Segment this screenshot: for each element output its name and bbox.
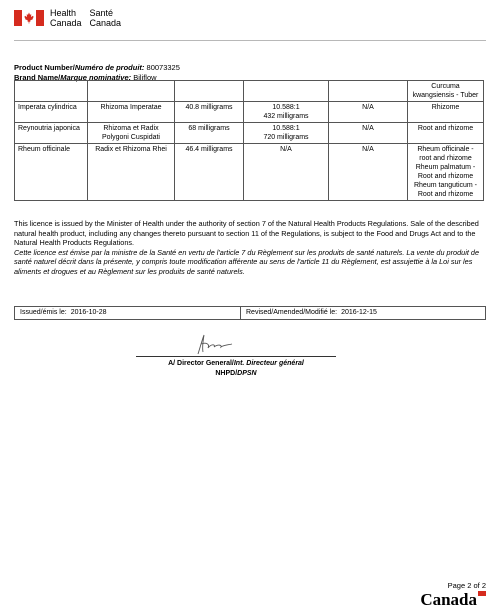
brand-label-en: Brand Name/ <box>14 73 61 82</box>
signer-title-en: A/ Director General/ <box>168 360 234 367</box>
table-row <box>15 81 484 102</box>
wordmark-flag-icon <box>478 591 486 596</box>
common-name: Radix et Rhizoma Rhei <box>88 144 175 201</box>
product-number-label-en: Product Number/ <box>14 63 75 72</box>
quantity: 46.4 milligrams <box>175 144 244 201</box>
common-name: Rhizoma et Radix Polygoni Cuspidati <box>88 123 175 144</box>
table-row <box>15 102 484 123</box>
dept-en-line2: Canada <box>50 18 82 28</box>
source-cell: Root and rhizome <box>408 123 484 144</box>
issued-label: Issued/émis le: <box>20 309 67 316</box>
equivalent-value: 432 milligrams <box>263 113 309 120</box>
revised-value: 2016-12-15 <box>341 309 377 316</box>
source-cell: Rhizome <box>408 102 484 123</box>
ratio-value: 10.588:1 <box>272 125 300 132</box>
source-item: Rheum officinale - root and rhizome <box>417 146 474 162</box>
ingredients-table <box>14 80 484 201</box>
department-name <box>50 8 121 28</box>
canada-flag-icon <box>14 10 44 26</box>
signer-org-en: NHPD/ <box>215 370 238 377</box>
table-row <box>15 123 484 144</box>
source-cell <box>408 144 484 201</box>
brand-value: Biliflow <box>133 73 157 82</box>
ratio-value: 10.588:1 <box>272 104 300 111</box>
signer-title-fr: Int. Directeur général <box>233 360 304 367</box>
revised-date <box>241 307 382 319</box>
licence-statement <box>14 219 484 277</box>
signer-org-fr: DPSN <box>237 370 257 377</box>
extract-ratio <box>244 123 329 144</box>
potency: N/A <box>329 102 408 123</box>
header-divider <box>14 40 486 41</box>
dept-en-line1: Health <box>50 8 77 18</box>
wordmark-text: Canada <box>420 590 477 609</box>
brand-label-fr: Marque nominative: <box>60 73 132 82</box>
canada-wordmark <box>420 590 486 610</box>
government-header <box>14 8 121 28</box>
signer-title <box>136 359 336 368</box>
ingredient-name: Imperata cylindrica <box>15 102 88 123</box>
licence-text-fr: Cette licence est émise par la ministre de la Santé en vertu de l'article 7 du Règlement sur les produits de santé naturels. La vente du produit de santé naturel décrit dans la présente, y compris toute modification afférente au sens de l'article 11 du Règlement, est assujettie à la Loi sur les aliments et drogues et au Règlement sur les produits de santé naturels. <box>14 247 480 276</box>
product-number-line <box>14 63 180 73</box>
page-number: Page 2 of 2 <box>447 581 486 590</box>
potency: N/A <box>329 144 408 201</box>
revised-label: Revised/Amended/Modifié le: <box>246 309 338 316</box>
ingredient-name: Reynoutria japonica <box>15 123 88 144</box>
extract-ratio: N/A <box>244 144 329 201</box>
product-number-value: 80073325 <box>146 63 180 72</box>
extract-ratio <box>244 102 329 123</box>
source-item: Rheum palmatum - Root and rhizome <box>415 164 476 180</box>
potency: N/A <box>329 123 408 144</box>
quantity: 40.8 milligrams <box>175 102 244 123</box>
quantity: 68 milligrams <box>175 123 244 144</box>
signer-org <box>136 369 336 378</box>
source-cell: Curcuma kwangsiensis - Tuber <box>408 81 484 102</box>
common-name: Rhizoma Imperatae <box>88 102 175 123</box>
signature-line <box>136 356 336 357</box>
dates-box <box>14 306 486 320</box>
dept-fr-line1: Santé <box>89 8 114 18</box>
product-number-label-fr: Numéro de produit: <box>74 63 145 72</box>
ingredient-name: Rheum officinale <box>15 144 88 201</box>
table-row <box>15 144 484 201</box>
licence-text-en: This licence is issued by the Minister of Health under the authority of section 7 of the Natural Health Products Regulations. Sale of the described natural health product, including any changes thereto pursuant to section 11 of the Regulations, is subject to the Food and Drugs Act and to the Natural Health Products Regulations. <box>14 219 479 248</box>
issued-value: 2016-10-28 <box>70 309 107 316</box>
source-item: Rheum tanguticum - Root and rhizome <box>413 182 478 198</box>
dept-fr-line2: Canada <box>89 18 122 28</box>
issued-date <box>15 307 241 319</box>
equivalent-value: 720 milligrams <box>263 134 309 141</box>
